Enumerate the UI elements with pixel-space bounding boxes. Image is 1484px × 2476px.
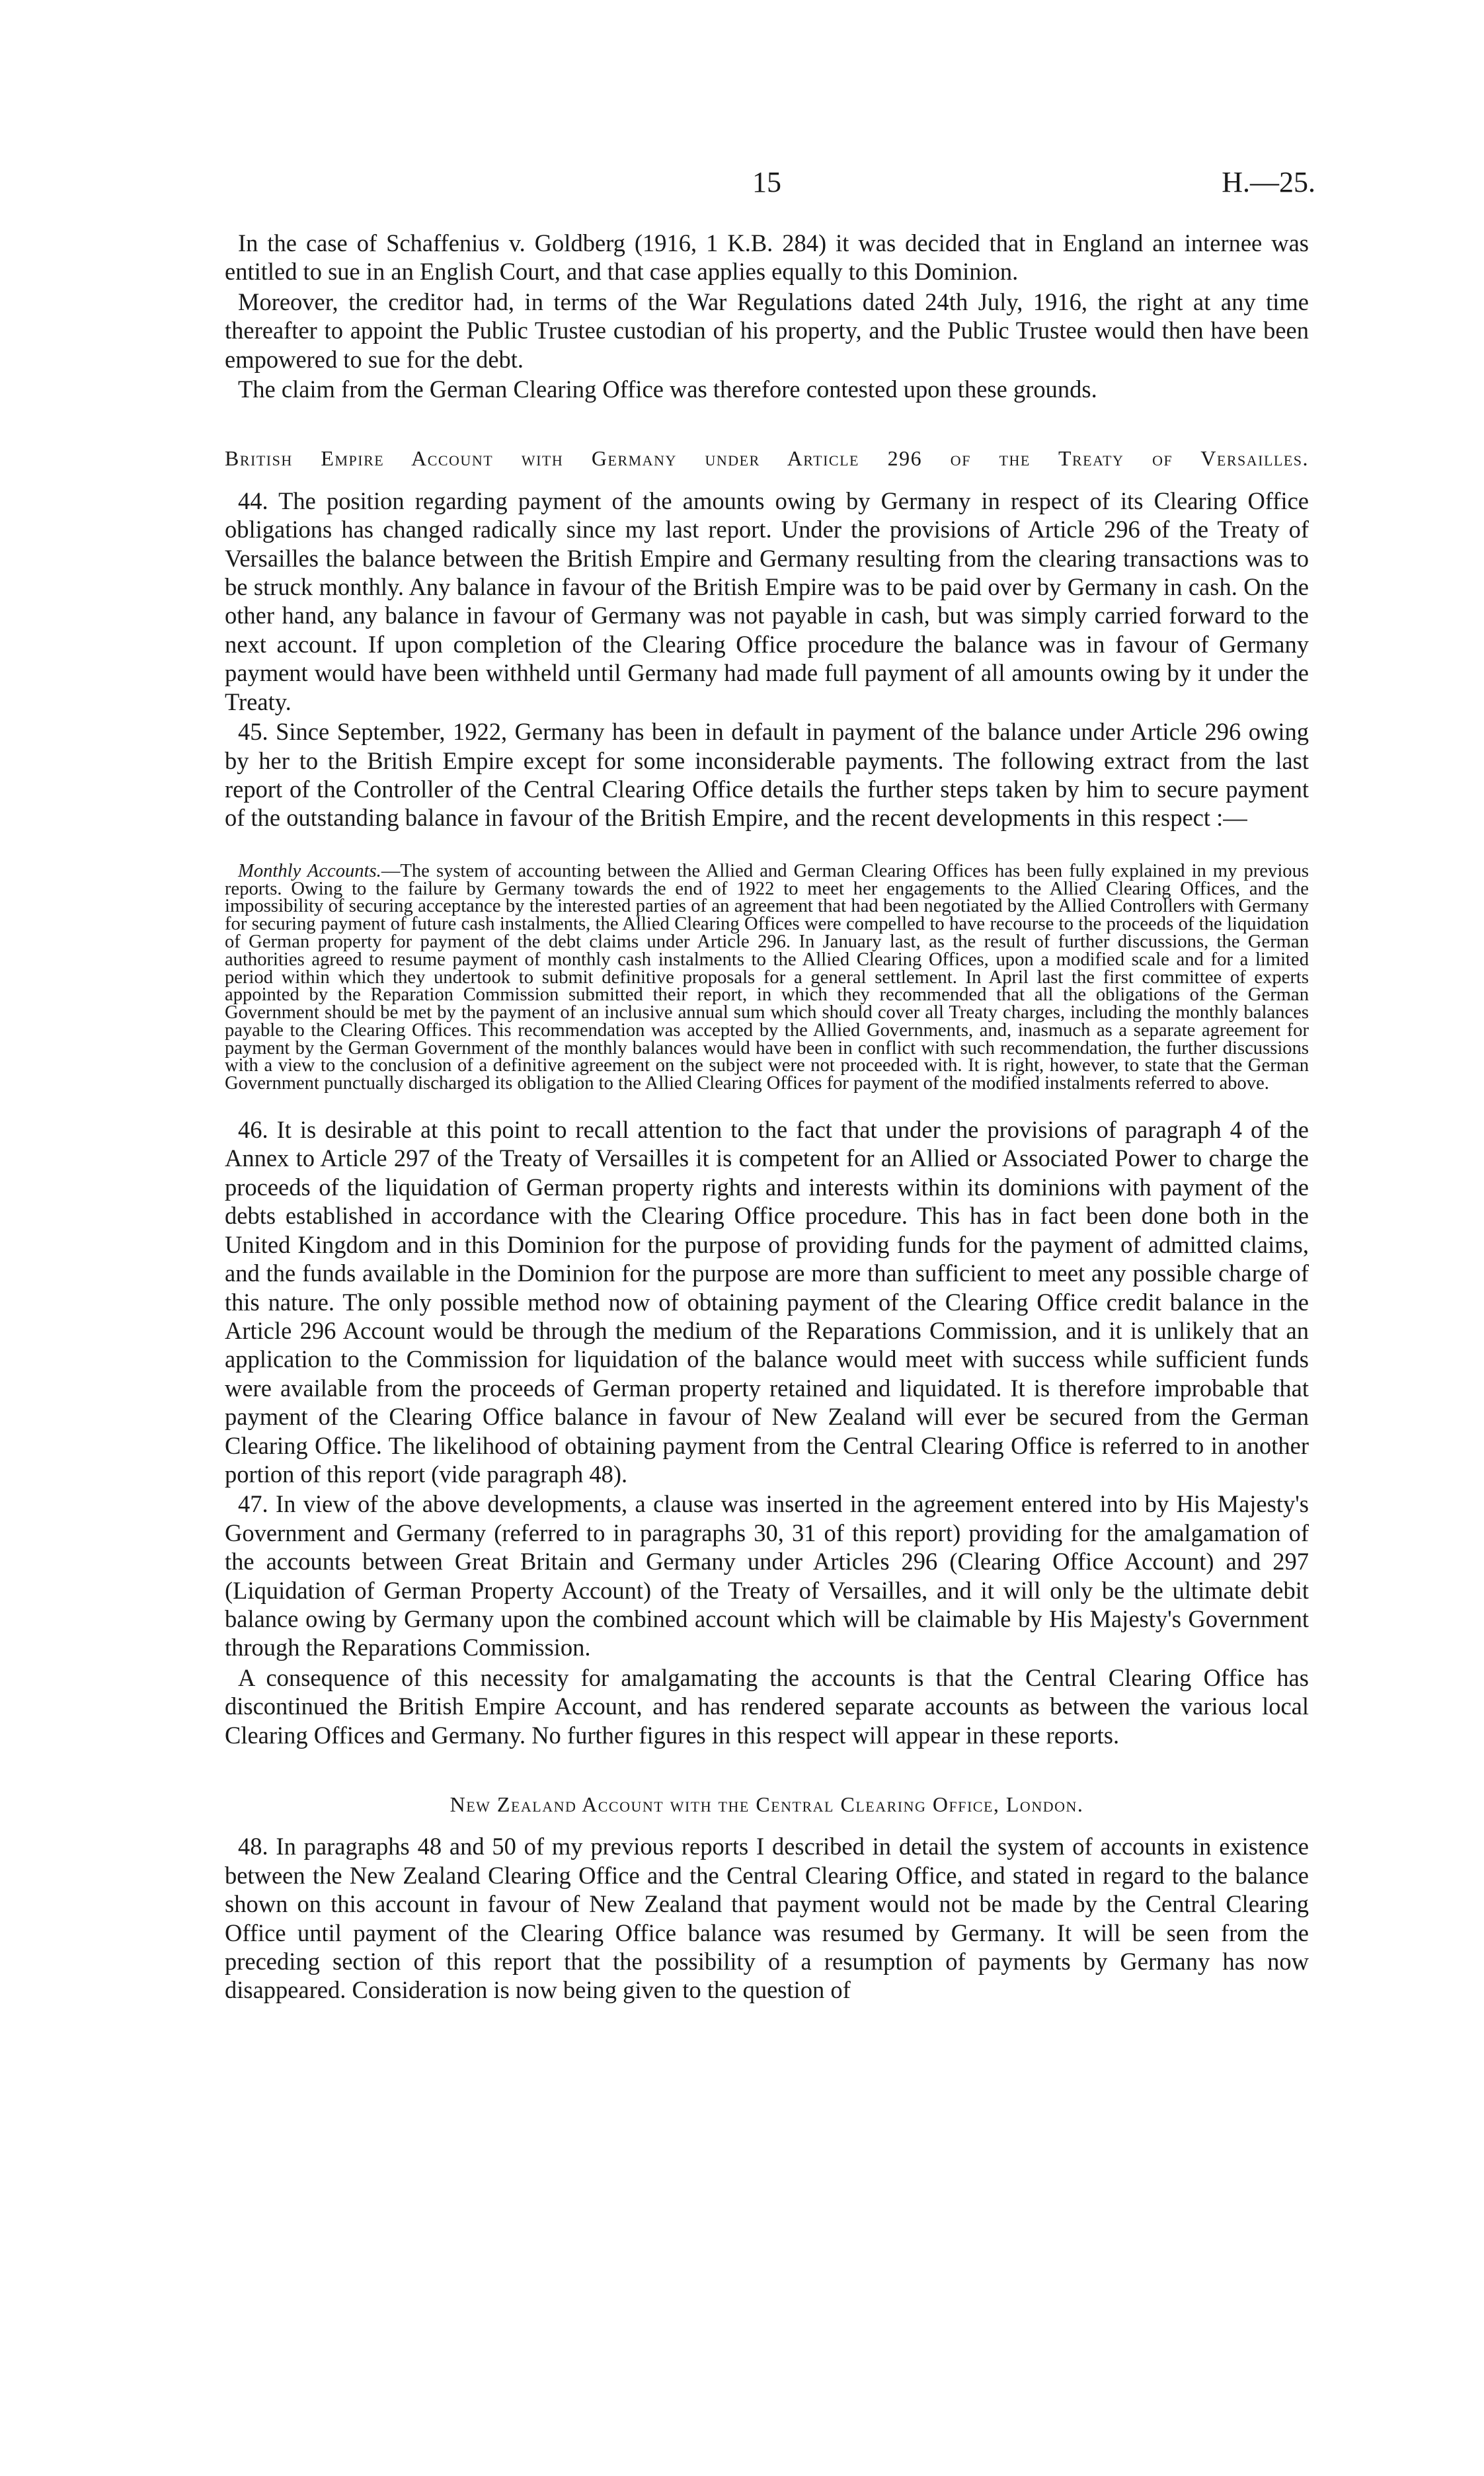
quote-text: —The system of accounting between the Allied and German Clearing Offices has been fully explained in my previous reports. Owing to the failure by Germany towards the end of 1922 to meet her engagements to the Allied Clearing Offices, and the impossibility of securing acceptance by the interested parties of an agreement that had been negotiated by the Allied Controllers with Germany for securing payment of future cash instalments, the Allied Clearing Offices were compelled to have recourse to the proceeds of the liquidation of German property for payment of the debt claims under Article 296. In January last, as the result of further discussions, the German authorities agreed to resume payment of monthly cash instalments to the Allied Clearing Offices, upon a modified scale and for a limited period within which they undertook to submit definitive proposals for a general settlement. In April last the first committee of experts appointed by the Reparation Commission submitted their report, in which they recommended that all the obligations of the German Government should be met by the payment of an inclusive annual sum which should cover all Treaty charges, including the monthly balances payable to the Clearing Offices. This recommendation was accepted by the Allied Governments, and, inasmuch as a separate agreement for payment by the German Government of the monthly balances would have been in conflict with such recommendation, the further discussions with a view to the conclusion of a definitive agreement on the subject were not proceeded with. It is right, however, to state that the German Government punctually discharged its obligation to the Allied Clearing Offices for payment of the modified instalments referred to above.: [225, 860, 1309, 1094]
intro-paragraph-1: In the case of Schaffenius v. Goldberg (1916, 1 K.B. 284) it was decided that in England an internee was entitled to sue in an English Court, and that case applies equally to this Dominion.: [225, 229, 1309, 286]
quote-lead: Monthly Accounts.: [238, 860, 381, 881]
intro-paragraph-2: Moreover, the creditor had, in terms of the War Regulations dated 24th July, 1916, the right at any time thereafter to appoint the Public Trustee custodian of his property, and the Public Trustee would then have been empowered to sue for the debt.: [225, 288, 1309, 373]
page-number: 15: [752, 166, 781, 198]
section-heading-new-zealand-account: New Zealand Account with the Central Clearing Office, London.: [449, 1792, 1084, 1817]
intro-paragraph-3: The claim from the German Clearing Office was therefore contested upon these grounds.: [238, 376, 1097, 403]
paragraph-47-consequence: A consequence of this necessity for amalgamating the accounts is that the Central Clearing Office has discontinued the British Empire Account, and has rendered separate accounts as between the various local Clearing Offices and Germany. No further figures in this respect will appear in these reports.: [225, 1663, 1309, 1749]
paragraph-45: 45. Since September, 1922, Germany has been in default in payment of the balance under Article 296 owing by her to the British Empire except for some inconsiderable payments. The following extract from the last report of the Controller of the Central Clearing Office details the further steps taken by him to secure payment of the outstanding balance in favour of the British Empire, and the recent developments in this respect :—: [225, 718, 1309, 832]
section-heading-british-empire-account: British Empire Account with Germany under Article 296 of the Treaty of Versailles.: [225, 446, 1309, 471]
document-page: [225, 165, 1315, 2005]
page-header: [225, 165, 1315, 205]
quoted-extract: [225, 860, 1309, 1094]
paragraph-46: 46. It is desirable at this point to recall attention to the fact that under the provisions of paragraph 4 of the Annex to Article 297 of the Treaty of Versailles it is competent for an Allied or Associated Power to charge the proceeds of the liquidation of German property rights and interests within its dominions with payment of the debts established in accordance with the Clearing Office procedure. This has in fact been done both in the United Kingdom and in this Dominion for the purpose of providing funds for the payment of admitted claims, and the funds available in the Dominion for the purpose are more than sufficient to meet any possible charge of this nature. The only possible method now of obtaining payment of the Clearing Office credit balance in the Article 296 Account would be through the medium of the Reparations Commission, and it is unlikely that an application to the Commission for liquidation of the balance would meet with success while sufficient funds were available from the proceeds of German property retained and liquidated. It is therefore improbable that payment of the Clearing Office balance in favour of New Zealand will ever be secured from the German Clearing Office. The likelihood of obtaining payment from the Central Clearing Office is referred to in another portion of this report (vide paragraph 48).: [225, 1116, 1309, 1488]
paragraph-48: 48. In paragraphs 48 and 50 of my previous reports I described in detail the system of accounts in existence between the New Zealand Clearing Office and the Central Clearing Office, and stated in regard to the balance shown on this account in favour of New Zealand that payment would not be made by the Central Clearing Office until payment of the Clearing Office balance was resumed by Germany. It will be seen from the preceding section of this report that the possibility of a resumption of payments by Germany has now disappeared. Consideration is now being given to the question of: [225, 1833, 1309, 2004]
paragraph-44: 44. The position regarding payment of the amounts owing by Germany in respect of its Clearing Office obligations has changed radically since my last report. Under the provisions of Article 296 of the Treaty of Versailles the balance between the British Empire and Germany resulting from the clearing transactions was to be struck monthly. Any balance in favour of the British Empire was to be paid over by Germany in cash. On the other hand, any balance in favour of Germany was not payable in cash, but was simply carried forward to the next account. If upon completion of the Clearing Office procedure the balance was in favour of Germany payment would have been withheld until Germany had made full payment of all amounts owing by it under the Treaty.: [225, 487, 1309, 715]
document-reference: H.—25.: [1222, 166, 1315, 198]
paragraph-47: 47. In view of the above developments, a clause was inserted in the agreement entered into by His Majesty's Government and Germany (referred to in paragraphs 30, 31 of this report) providing for the amalgamation of the accounts between Great Britain and Germany under Articles 296 (Clearing Office Account) and 297 (Liquidation of German Property Account) of the Treaty of Versailles, and it will only be the ultimate debit balance owing by Germany upon the combined account which will be claimable by His Majesty's Government through the Reparations Commission.: [225, 1490, 1309, 1661]
